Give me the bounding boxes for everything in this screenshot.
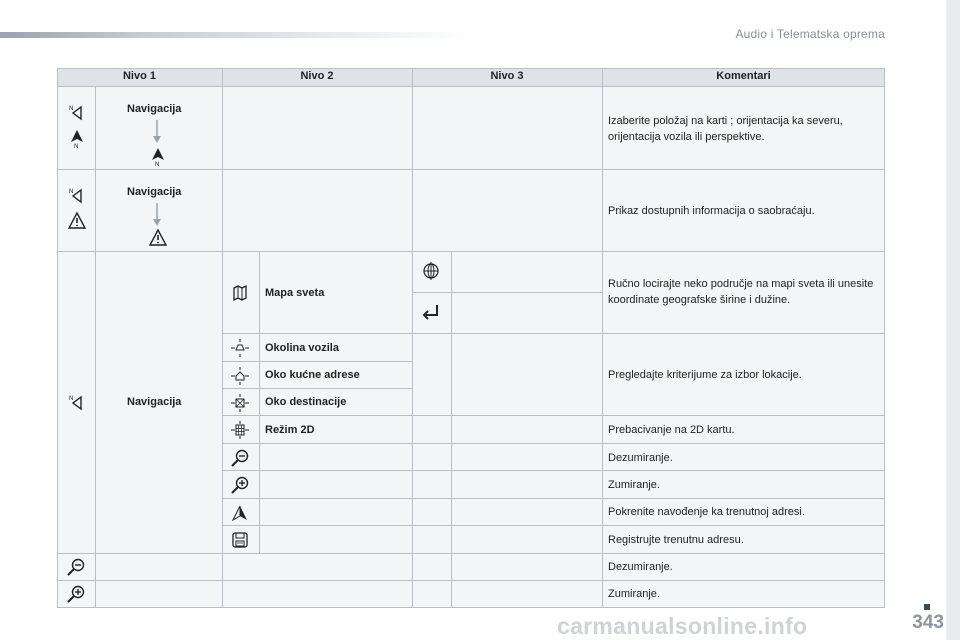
zoom-out-icon[interactable]	[66, 557, 86, 577]
north-arrow-icon	[67, 128, 87, 148]
comment-register-address: Registrujte trenutnu adresu.	[608, 534, 744, 546]
level2-navigacija: Navigacija	[127, 103, 182, 115]
column-header-nivo3: Nivo 3	[490, 70, 524, 82]
level2-navigacija: Navigacija	[127, 186, 182, 198]
comment-start-guidance: Pokrenite navođenje ka trenutnoj adresi.	[608, 506, 805, 518]
svg-text:N: N	[155, 162, 160, 166]
zoom-out-icon[interactable]	[230, 448, 250, 468]
destination-crosshair-icon[interactable]	[230, 393, 250, 413]
zoom-in-icon[interactable]	[230, 475, 250, 495]
navigation-arrow-icon[interactable]	[230, 503, 250, 523]
grid-2d-icon[interactable]	[230, 420, 250, 440]
down-arrow-icon	[152, 120, 162, 146]
warning-triangle-icon	[148, 228, 168, 248]
section-title: Audio i Telematska oprema	[735, 27, 885, 41]
svg-text:N: N	[74, 144, 79, 148]
down-arrow-icon	[152, 203, 162, 229]
warning-triangle-icon	[67, 211, 87, 231]
page-number: 343	[912, 612, 944, 633]
svg-text:N: N	[69, 106, 74, 112]
enter-arrow-icon[interactable]	[421, 302, 441, 322]
svg-text:N: N	[69, 396, 74, 402]
map-orientation-icon	[67, 186, 87, 206]
column-header-nivo2: Nivo 2	[300, 70, 334, 82]
north-arrow-icon	[148, 146, 168, 166]
map-orientation-icon	[67, 393, 87, 413]
comment-zoom-in: Zumiranje.	[608, 479, 660, 491]
zoom-in-icon[interactable]	[66, 584, 86, 604]
column-header-nivo1: Nivo 1	[122, 70, 156, 82]
world-map-icon[interactable]	[230, 283, 250, 303]
level2-navigacija: Navigacija	[127, 396, 182, 408]
page-marker	[924, 604, 930, 610]
svg-text:N: N	[69, 189, 74, 195]
comment-traffic: Prikaz dostupnih informacija o saobraćaju.	[608, 205, 815, 217]
home-crosshair-icon[interactable]	[230, 366, 250, 386]
comment-world-map: Ručno locirajte neko područje na mapi sveta ili unesite koordinate geografske širine i dužine.	[608, 278, 874, 306]
option-oko-kucne-adrese[interactable]: Oko kućne adrese	[265, 369, 360, 381]
comment-zoom-out: Dezumiranje.	[608, 452, 673, 464]
column-header-komentari: Komentari	[716, 70, 771, 82]
option-rezim-2d[interactable]: Režim 2D	[265, 424, 315, 436]
option-okolina-vozila[interactable]: Okolina vozila	[265, 342, 339, 354]
comment-zoom-in: Zumiranje.	[608, 588, 660, 600]
save-icon[interactable]	[230, 530, 250, 550]
comment-zoom-out: Dezumiranje.	[608, 561, 673, 573]
comment-location-criteria: Pregledajte kriterijume za izbor lokacije.	[608, 369, 802, 381]
watermark: carmanualsonline.info	[557, 613, 808, 639]
option-oko-destinacije[interactable]: Oko destinacije	[265, 396, 347, 408]
option-mapa-sveta[interactable]: Mapa sveta	[265, 287, 325, 299]
globe-icon[interactable]	[421, 261, 441, 281]
map-orientation-icon	[67, 103, 87, 123]
vehicle-crosshair-icon[interactable]	[230, 338, 250, 358]
comment-2d: Prebacivanje na 2D kartu.	[608, 424, 735, 436]
comment-orientation: Izaberite položaj na karti ; orijentacija ka severu, orijentacija vozila ili perspektive.	[608, 115, 843, 143]
